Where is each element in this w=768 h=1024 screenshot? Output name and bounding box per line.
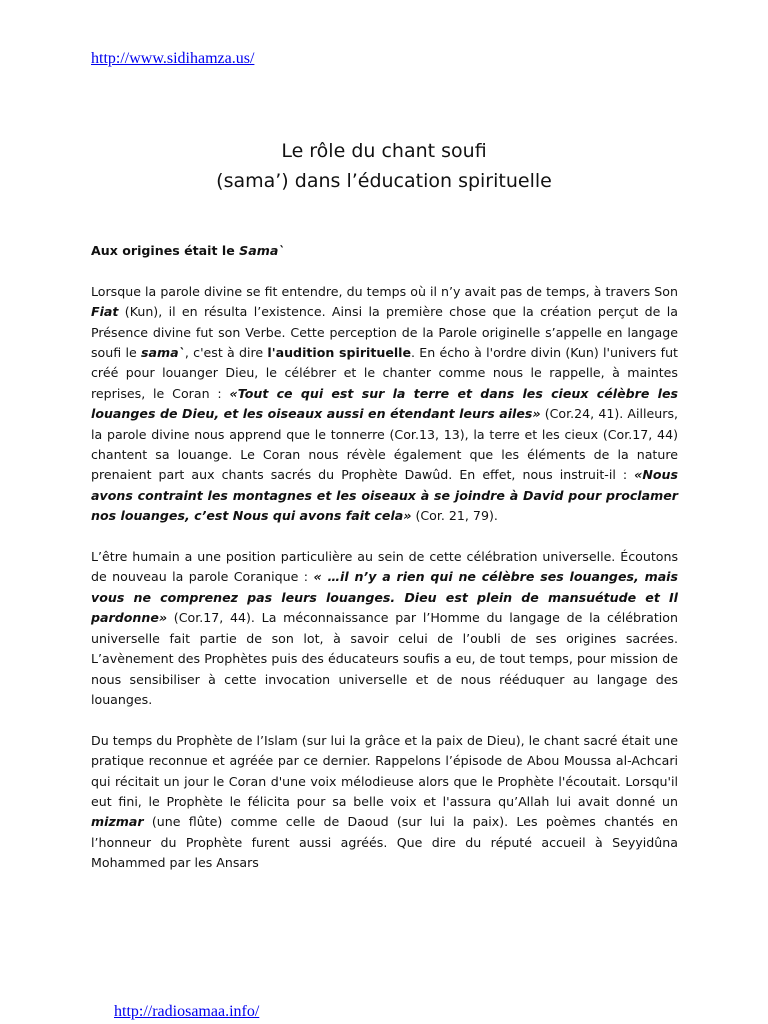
paragraph-2 xyxy=(91,547,678,710)
text: (Cor. 21, 79). xyxy=(411,508,498,524)
text: , c'est à dire xyxy=(184,345,268,361)
header-link[interactable]: http://www.sidihamza.us/ xyxy=(91,50,255,67)
text: L’être humain a une position particulière au sein de cette célébration universelle. Écoutons de nouveau la parole Coranique : xyxy=(91,549,678,585)
term-sama: sama` xyxy=(140,345,185,361)
quran-quote-1: «Tout ce qui est sur la terre et dans les cieux célèbre les louanges de Dieu, et les oiseaux aussi en étendant leurs ailes» xyxy=(91,385,678,422)
text: (une flûte) comme celle de Daoud (sur lui la paix). Les poèmes chantés en l’honneur du Prophète furent aussi agréés. Que dire du réputé accueil à Seyyidûna Mohammed par les Ansars xyxy=(91,814,678,871)
text: . En écho à l'ordre divin (Kun) l'univers fut créé pour louanger Dieu, le célébrer et le chanter comme nous le rappelle, à maintes reprises, le Coran : xyxy=(91,345,678,401)
text: Lorsque la parole divine se fit entendre, du temps où il n’y avait pas de temps, à travers Son xyxy=(91,283,678,299)
section-heading-term: Sama` xyxy=(239,243,285,258)
term-fiat: Fiat xyxy=(91,304,119,320)
page-title xyxy=(0,136,768,196)
term-audition: l'audition spirituelle xyxy=(267,345,412,361)
article-body xyxy=(91,241,678,894)
text: Du temps du Prophète de l’Islam (sur lui la grâce et la paix de Dieu), le chant sacré était une pratique reconnue et agréée par ce dernier. Rappelons l’épisode de Abou Moussa al-Achcari qui récitait un jour le Coran d'une voix mélodieuse alors que le Prophète l'écoutait. Lorsqu'il eut fini, le Prophète le félicita pour sa belle voix et l'assura qu’Allah lui avait donné un xyxy=(91,732,678,809)
term-mizmar: mizmar xyxy=(91,814,144,830)
paragraph-3 xyxy=(91,731,678,874)
section-heading xyxy=(91,241,678,261)
text: (Cor.24, 41). Ailleurs, la parole divine nous apprend que le tonnerre (Cor.13, 13), la terre et les cieux (Cor.17, 44) chantent sa louange. Le Coran nous révèle également que les éléments de la nature prenaient part aux chants sacrés du Prophète Dawûd. En effet, nous instruit-il : xyxy=(91,406,679,483)
title-line-1: Le rôle du chant soufi xyxy=(281,140,487,162)
footer-link[interactable]: http://radiosamaa.info/ xyxy=(114,1003,260,1020)
text: (Kun), il en résulta l’existence. Ainsi la première chose que la création perçut de la Présence divine fut son Verbe. Cette perception de la Parole originelle s’appelle en langage soufi le xyxy=(91,304,678,361)
section-heading-prefix: Aux origines était le xyxy=(91,243,240,258)
paragraph-1 xyxy=(91,282,678,527)
title-line-2: (sama’) dans l’éducation spirituelle xyxy=(216,170,552,192)
text: (Cor.17, 44). La méconnaissance par l’Homme du langage de la célébration universelle fait partie de son lot, à savoir celui de l’oubli de ses origines sacrées. L’avènement des Prophètes puis des éducateurs soufis a eu, de tout temps, pour mission de nous sensibiliser à cette invocation universelle et de nous rééduquer au langage des louanges. xyxy=(91,610,678,707)
quran-quote-3: « …il n’y a rien qui ne célèbre ses louanges, mais vous ne comprenez pas leurs louanges. Dieu est plein de mansuétude et Il pardonne» xyxy=(91,569,678,626)
quran-quote-2: «Nous avons contraint les montagnes et les oiseaux à se joindre à David pour proclamer nos louanges, c’est Nous qui avons fait cela» xyxy=(91,467,678,524)
